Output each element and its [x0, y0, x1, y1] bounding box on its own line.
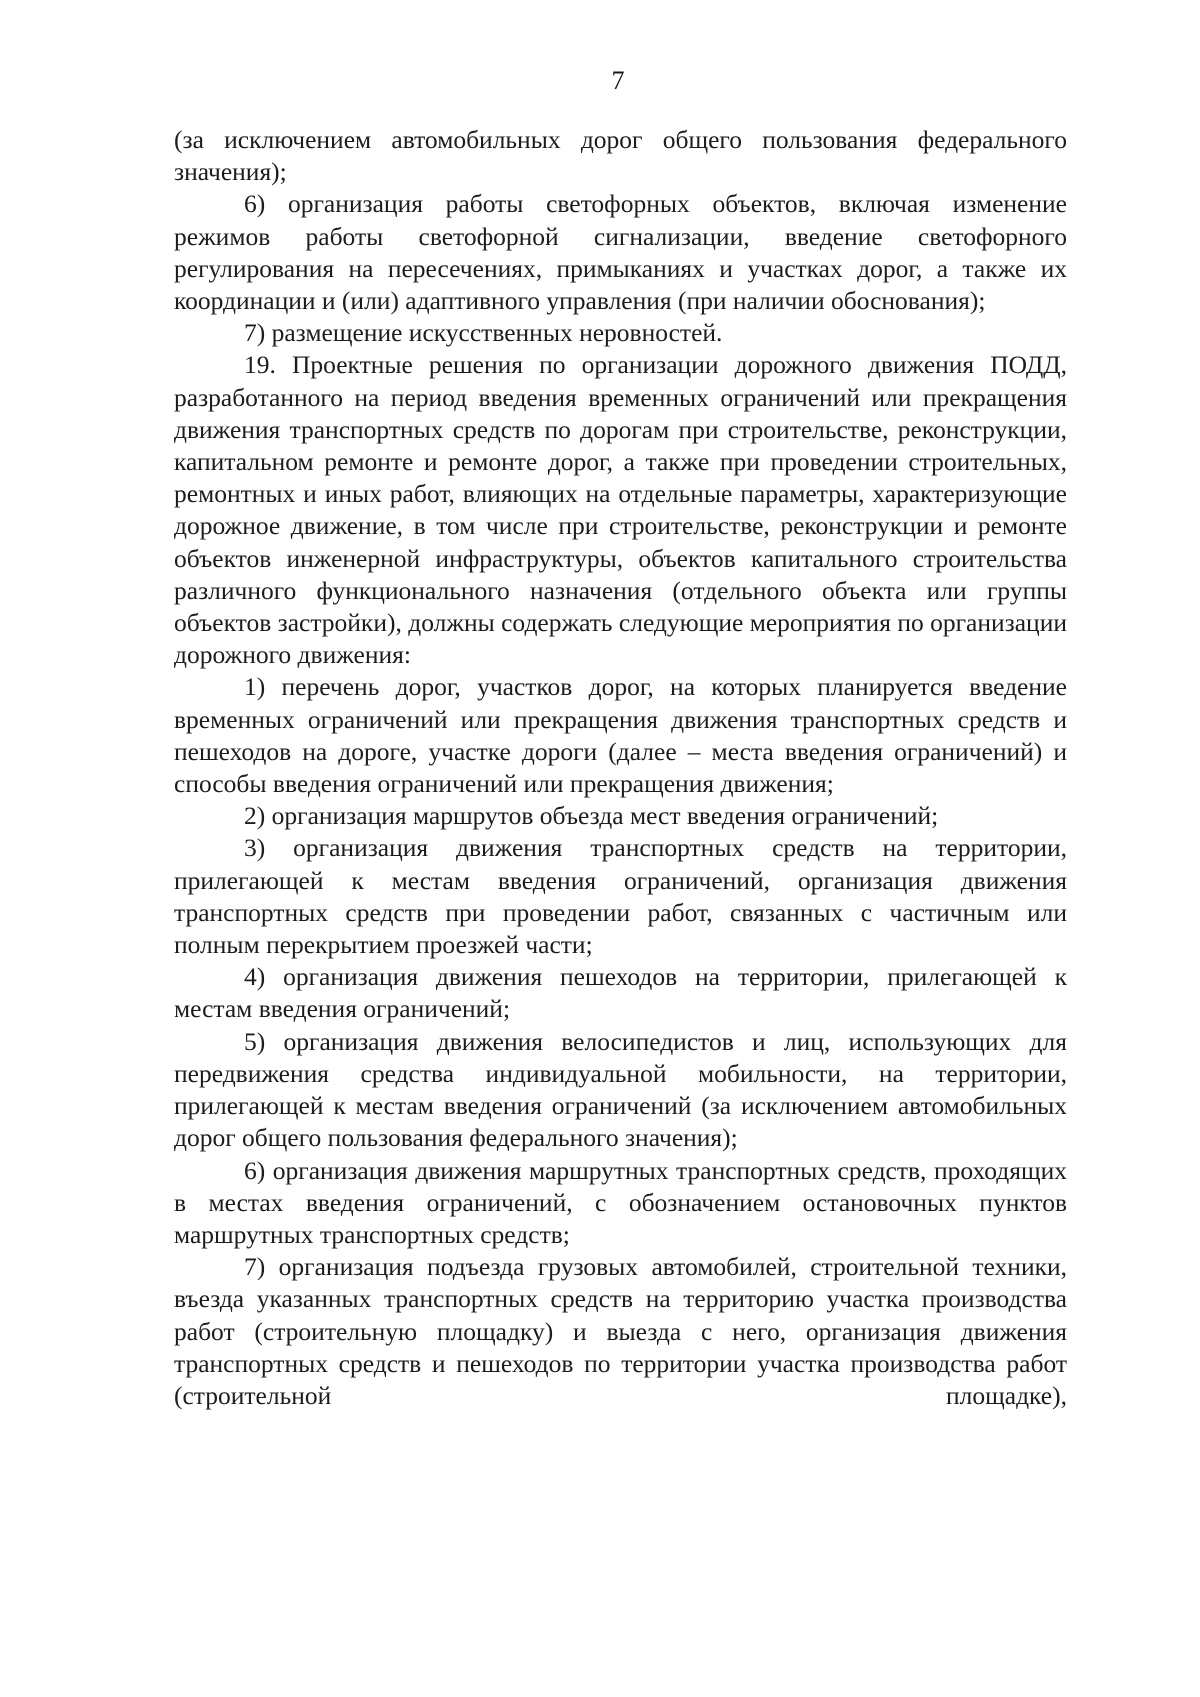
document-body — [174, 124, 1067, 1412]
paragraph-item-6-traffic-lights: 6) организация работы светофорных объектов, включая изменение режимов работы светофорной сигнализации, введение светофорного регулирования на пересечениях, примыканиях и участках дорог, а также их координации и (или) адаптивного управления (при наличии обоснования); — [174, 189, 1067, 316]
paragraph-item-1-road-list: 1) перечень дорог, участков дорог, на которых планируется введение временных ограничений или прекращения движения транспортных средств и пешеходов на дороге, участке дороги (далее – места введения ограничений) и способы введения ограничений или прекращения движения; — [174, 672, 1067, 799]
page-number: 7 — [611, 66, 625, 95]
paragraph-section-19: 19. Проектные решения по организации дорожного движения ПОДД, разработанного на период введения временных ограничений или прекращения движения транспортных средств по дорогам при строительстве, реконструкции, капитальном ремонте и ремонте дорог, а также при проведении строительных, ремонтных и иных работ, влияющих на отдельные параметры, характеризующие дорожное движение, в том числе при строительстве, реконструкции и ремонте объектов инженерной инфраструктуры, объектов капитального строительства различного функционального назначения (отдельного объекта или группы объектов застройки), должны содержать следующие мероприятия по организации дорожного движения: — [174, 350, 1067, 670]
paragraph-item-4-pedestrians: 4) организация движения пешеходов на территории, прилегающей к местам введения ограничений; — [174, 962, 1067, 1024]
paragraph-item-3-vehicle-movement: 3) организация движения транспортных средств на территории, прилегающей к местам введения ограничений, организация движения транспортных средств при проведении работ, связанных с частичным или полным перекрытием проезжей части; — [174, 833, 1067, 960]
paragraph-item-7-freight-access: 7) организация подъезда грузовых автомобилей, строительной техники, въезда указанных транспортных средств на территорию участка производства работ (строительную площадку) и выезда с него, организация движения транспортных средств и пешеходов по территории участка производства работ (строительной площадке), — [174, 1252, 1067, 1410]
paragraph-item-6-route-vehicles: 6) организация движения маршрутных транспортных средств, проходящих в местах введения ограничений, с обозначением остановочных пунктов маршрутных транспортных средств; — [174, 1155, 1067, 1249]
paragraph-item-7-speed-bumps: 7) размещение искусственных неровностей. — [244, 318, 723, 348]
paragraph-continuation: (за исключением автомобильных дорог общего пользования федерального значения); — [174, 125, 1067, 187]
paragraph-item-5-cyclists: 5) организация движения велосипедистов и лиц, использующих для передвижения средства индивидуальной мобильности, на территории, прилегающей к местам введения ограничений (за исключением автомобильных дорог общего пользования федерального значения); — [174, 1026, 1067, 1153]
paragraph-item-2-detours: 2) организация маршрутов объезда мест введения ограничений; — [244, 801, 939, 831]
